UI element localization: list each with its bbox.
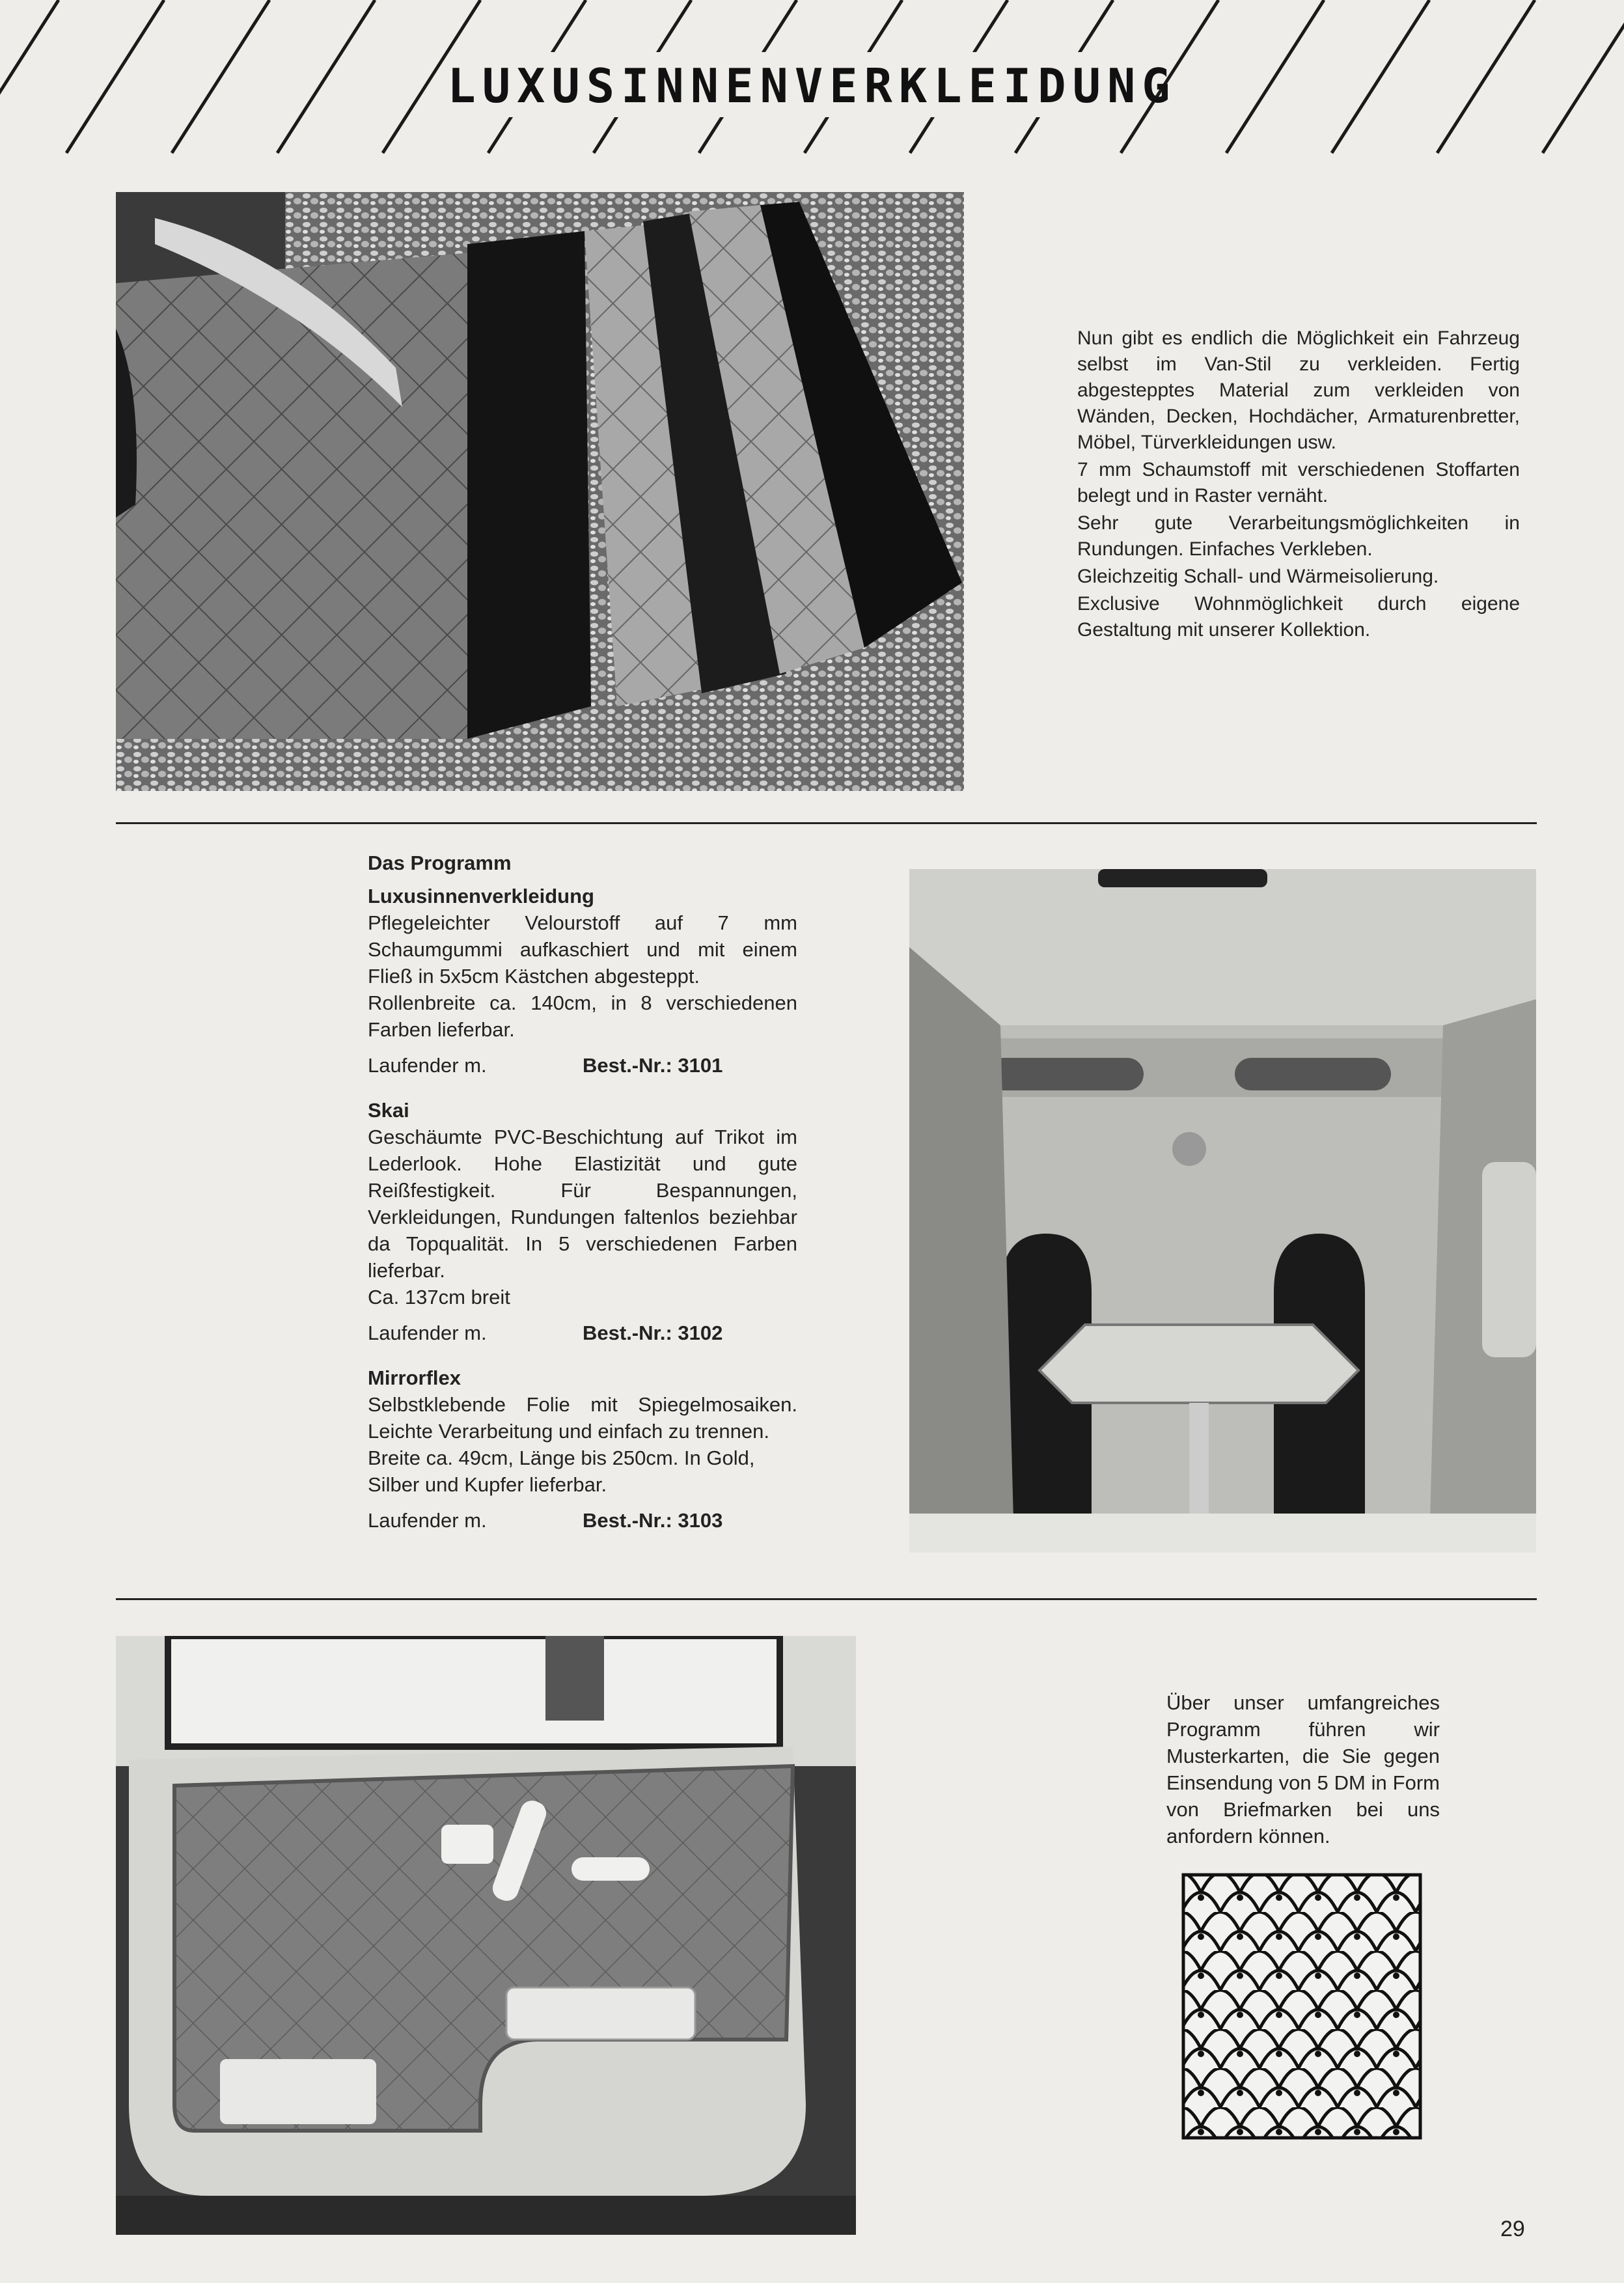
sample-note: Über unser umfangreiches Programm führen wir Musterkarten, die Sie gegen Einsendung von 5 DM in Form von Briefmarken bei uns anfordern können. bbox=[1166, 1691, 1440, 1847]
divider-top bbox=[116, 822, 1537, 824]
unit-label: Laufender m. bbox=[368, 1509, 487, 1532]
program-heading: Das Programm bbox=[368, 851, 512, 874]
unit-label: Laufender m. bbox=[368, 1054, 487, 1077]
product-description: Ca. 137cm breit bbox=[368, 1286, 510, 1308]
page-title: LUXUSINNENVERKLEIDUNG bbox=[447, 59, 1177, 113]
program-section bbox=[368, 850, 797, 1552]
intro-p4: Gleichzeitig Schall- und Wärmeisolierung. bbox=[1077, 566, 1439, 587]
product-description: Selbstklebende Folie mit Spiegelmosaiken. Leichte Verarbeitung und einfach zu trennen. bbox=[368, 1393, 797, 1443]
product-title: Skai bbox=[368, 1099, 409, 1122]
order-number: Best.-Nr.: 3101 bbox=[583, 1054, 723, 1077]
page-number: 29 bbox=[1500, 2217, 1525, 2241]
product-description: Rollenbreite ca. 140cm, in 8 verschiedenen Farben lieferbar. bbox=[368, 991, 797, 1041]
product-luxusinnenverkleidung bbox=[368, 883, 797, 1079]
divider-bottom bbox=[116, 1598, 1537, 1600]
intro-p3: Sehr gute Verarbeitungsmöglichkeiten in Rundungen. Einfaches Verkleben. bbox=[1077, 512, 1520, 560]
intro-p2: 7 mm Schaumstoff mit verschiedenen Stoffarten belegt und in Raster vernäht. bbox=[1077, 459, 1520, 506]
mirrorflex-swatch bbox=[1181, 1873, 1422, 2140]
intro-text bbox=[1077, 325, 1520, 644]
order-number: Best.-Nr.: 3103 bbox=[583, 1509, 723, 1532]
unit-label: Laufender m. bbox=[368, 1321, 487, 1344]
product-description: Breite ca. 49cm, Länge bis 250cm. In Gold, Silber und Kupfer lieferbar. bbox=[368, 1446, 755, 1496]
product-skai bbox=[368, 1097, 797, 1346]
product-description: Pflegeleichter Velourstoff auf 7 mm Schaumgummi aufkaschiert und mit einem Fließ in 5x5cm Kästchen abgesteppt. bbox=[368, 911, 797, 988]
product-title: Luxusinnenverkleidung bbox=[368, 885, 594, 907]
product-title: Mirrorflex bbox=[368, 1366, 461, 1389]
material-rolls-photo bbox=[116, 192, 964, 791]
order-number: Best.-Nr.: 3102 bbox=[583, 1321, 723, 1344]
intro-p5: Exclusive Wohnmöglichkeit durch eigene Gestaltung mit unserer Kollektion. bbox=[1077, 593, 1520, 641]
door-panel-photo bbox=[116, 1636, 856, 2235]
product-description: Geschäumte PVC-Beschichtung auf Trikot im Lederlook. Hohe Elastizität und gute Reißfestigkeit. Für Bespannungen, Verkleidungen, Rundungen faltenlos beziehbar da Topqualität. In 5 verschiedenen Farben lieferbar. bbox=[368, 1126, 797, 1282]
product-mirrorflex bbox=[368, 1364, 797, 1534]
van-interior-photo bbox=[909, 869, 1536, 1553]
intro-p1: Nun gibt es endlich die Möglichkeit ein Fahrzeug selbst im Van-Stil zu verkleiden. Fertig abgestepptes Material zum verkleiden von Wänden, Decken, Hochdächer, Armaturenbretter, Möbel, Türverkleidungen usw. bbox=[1077, 327, 1520, 453]
